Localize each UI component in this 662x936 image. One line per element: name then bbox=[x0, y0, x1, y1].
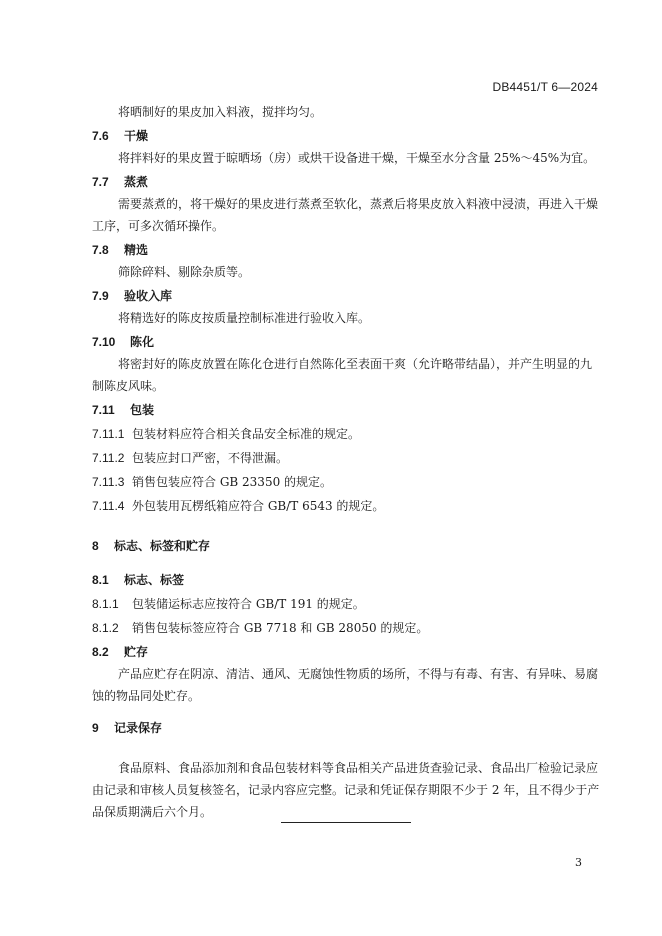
section-title: 包装 bbox=[130, 403, 155, 417]
document-id: DB4451/T 6—2024 bbox=[492, 80, 598, 94]
section-number: 7.8 bbox=[92, 243, 109, 257]
section-title: 干燥 bbox=[124, 129, 149, 143]
section-7-7-text: 需要蒸煮的，将干燥好的果皮进行蒸煮至软化，蒸煮后将果皮放入料液中浸渍，再进入干燥工序，可多次循环操作。 bbox=[92, 197, 599, 233]
section-title: 标志、标签 bbox=[124, 573, 185, 587]
chapter-8-heading bbox=[92, 535, 602, 557]
clause-number: 7.11.2 bbox=[92, 451, 125, 465]
section-8-1-heading bbox=[92, 569, 602, 591]
chapter-title: 标志、标签和贮存 bbox=[114, 539, 211, 553]
clause-7-11-2 bbox=[92, 447, 602, 469]
page-number: 3 bbox=[575, 856, 582, 869]
section-7-6-heading bbox=[92, 125, 602, 147]
section-number: 7.10 bbox=[92, 335, 116, 349]
clause-number: 7.11.3 bbox=[92, 475, 125, 489]
section-number: 8.2 bbox=[92, 645, 109, 659]
section-7-6-text: 将拌料好的果皮置于晾晒场（房）或烘干设备进干燥，干燥至水分含量 25%～45%为宜。 bbox=[118, 151, 596, 165]
section-7-10-text: 将密封好的陈皮放置在陈化仓进行自然陈化至表面干爽（允许略带结晶），并产生明显的九制陈皮风味。 bbox=[92, 357, 593, 393]
section-7-9-text: 将精选好的陈皮按质量控制标准进行验收入库。 bbox=[118, 311, 371, 325]
section-7-9-heading bbox=[92, 285, 602, 307]
section-number: 8.1 bbox=[92, 573, 109, 587]
continued-paragraph: 将晒制好的果皮加入料液，搅拌均匀。 bbox=[118, 105, 323, 119]
section-title: 验收入库 bbox=[124, 289, 173, 303]
clause-number: 8.1.1 bbox=[92, 597, 119, 611]
chapter-9-text: 食品原料、食品添加剂和食品包装材料等食品相关产品进货查验记录、食品出厂检验记录应由记录和审核人员复核签名，记录内容应完整。记录和凭证保存期限不少于 2 年，且不得少于产品保质期满后六个月。 bbox=[92, 761, 600, 819]
section-7-10-heading bbox=[92, 331, 602, 353]
clause-text: 销售包装应符合 GB 23350 的规定。 bbox=[132, 475, 333, 489]
chapter-number: 9 bbox=[92, 721, 99, 735]
clause-text: 包装应封口严密，不得泄漏。 bbox=[132, 451, 289, 465]
section-title: 精选 bbox=[124, 243, 149, 257]
clause-text: 外包装用瓦楞纸箱应符合 GB/T 6543 的规定。 bbox=[132, 499, 385, 513]
clause-8-1-2 bbox=[92, 617, 602, 639]
clause-7-11-3 bbox=[92, 471, 602, 493]
section-7-11-heading bbox=[92, 399, 602, 421]
clause-text: 包装储运标志应按符合 GB/T 191 的规定。 bbox=[132, 597, 365, 611]
section-number: 7.7 bbox=[92, 175, 109, 189]
clause-number: 8.1.2 bbox=[92, 621, 119, 635]
clause-text: 包装材料应符合相关食品安全标准的规定。 bbox=[132, 427, 361, 441]
clause-7-11-4 bbox=[92, 495, 602, 517]
section-7-7-heading bbox=[92, 171, 602, 193]
section-title: 贮存 bbox=[124, 645, 149, 659]
section-number: 7.6 bbox=[92, 129, 109, 143]
chapter-title: 记录保存 bbox=[114, 721, 163, 735]
section-8-2-text: 产品应贮存在阴凉、清洁、通风、无腐蚀性物质的场所，不得与有毒、有害、有异味、易腐蚀的物品同处贮存。 bbox=[92, 667, 599, 703]
section-7-8-heading bbox=[92, 239, 602, 261]
section-7-8-text: 筛除碎料、剔除杂质等。 bbox=[118, 265, 251, 279]
document-body bbox=[92, 101, 602, 823]
clause-8-1-1 bbox=[92, 593, 602, 615]
clause-number: 7.11.1 bbox=[92, 427, 125, 441]
chapter-9-heading bbox=[92, 717, 602, 739]
clause-number: 7.11.4 bbox=[92, 499, 125, 513]
section-number: 7.11 bbox=[92, 403, 115, 417]
section-title: 陈化 bbox=[130, 335, 155, 349]
section-number: 7.9 bbox=[92, 289, 109, 303]
clause-text: 销售包装标签应符合 GB 7718 和 GB 28050 的规定。 bbox=[132, 621, 429, 635]
clause-7-11-1 bbox=[92, 423, 602, 445]
section-title: 蒸煮 bbox=[124, 175, 149, 189]
section-8-2-heading bbox=[92, 641, 602, 663]
end-of-document-rule bbox=[281, 822, 411, 823]
chapter-number: 8 bbox=[92, 539, 99, 553]
